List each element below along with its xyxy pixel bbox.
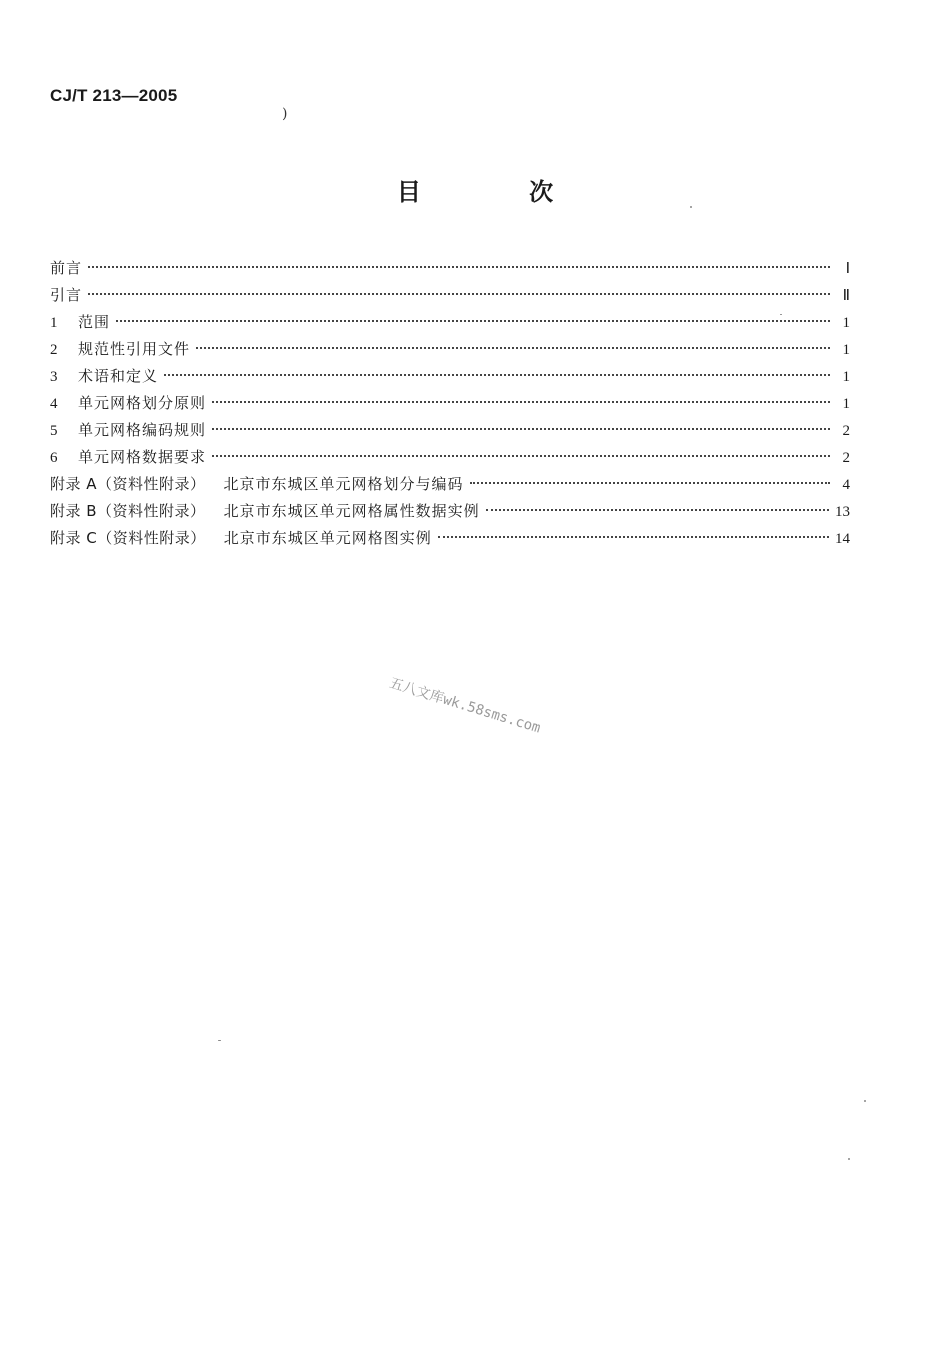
toc-entry-label: 范围: [78, 313, 111, 331]
appendix-title: 北京市东城区单元网格划分与编码: [223, 475, 464, 493]
dot-leader: [88, 293, 830, 295]
toc-entry-1[interactable]: [50, 311, 850, 338]
toc-entry-4[interactable]: [50, 392, 850, 419]
dot-leader: [438, 536, 829, 538]
toc-entry-number: 3: [50, 369, 58, 385]
page-title: 目 次: [396, 178, 604, 206]
dot-leader: [164, 374, 830, 376]
toc-entry-page: 1: [842, 369, 850, 385]
dot-leader: [212, 401, 830, 403]
toc-appendix-c[interactable]: [50, 527, 850, 554]
appendix-prefix: 附录 A（资料性附录）: [50, 475, 206, 493]
toc-entry-page: 14: [835, 531, 850, 547]
toc-entry-label: 术语和定义: [78, 367, 159, 385]
toc-entry-page: 2: [842, 423, 850, 439]
toc-entry-label: 前言: [50, 259, 83, 277]
toc-entry-page: 1: [842, 315, 850, 331]
toc-entry-number: 6: [50, 450, 58, 466]
toc-entry-page: 1: [842, 342, 850, 358]
toc-entry-number: 2: [50, 342, 58, 358]
scan-speck: [780, 314, 782, 315]
dot-leader: [212, 428, 830, 430]
toc-entry-foreword[interactable]: [50, 257, 850, 284]
toc-entry-2[interactable]: [50, 338, 850, 365]
scan-speck: [690, 206, 692, 208]
toc-entry-page: 1: [842, 396, 850, 412]
toc-appendix-a[interactable]: [50, 473, 850, 500]
appendix-prefix: 附录 C（资料性附录）: [50, 529, 206, 547]
dot-leader: [88, 266, 830, 268]
watermark: 五八文库wk.58sms.com: [387, 675, 543, 737]
appendix-prefix: 附录 B（资料性附录）: [50, 502, 206, 520]
toc-entry-6[interactable]: [50, 446, 850, 473]
toc-entry-5[interactable]: [50, 419, 850, 446]
dot-leader: [116, 320, 830, 322]
toc-entry-label: 单元网格数据要求: [78, 448, 207, 466]
appendix-title: 北京市东城区单元网格属性数据实例: [223, 502, 480, 520]
toc-entry-label: 单元网格编码规则: [78, 421, 207, 439]
toc-appendix-b[interactable]: [50, 500, 850, 527]
standard-code: CJ/T 213—2005: [50, 86, 178, 105]
toc-entry-page: 2: [842, 450, 850, 466]
toc-entry-label: 引言: [50, 286, 83, 304]
dot-leader: [196, 347, 830, 349]
toc-entry-3[interactable]: [50, 365, 850, 392]
toc-entry-page: Ⅱ: [842, 288, 850, 304]
toc-entry-introduction[interactable]: [50, 284, 850, 311]
stray-mark: ): [282, 106, 288, 122]
dot-leader: [486, 509, 829, 511]
toc-entry-page: 13: [835, 504, 850, 520]
dot-leader: [212, 455, 830, 457]
table-of-contents: [50, 257, 850, 554]
scan-speck: [864, 1100, 866, 1102]
toc-entry-label: 规范性引用文件: [78, 340, 191, 358]
appendix-title: 北京市东城区单元网格图实例: [223, 529, 432, 547]
toc-entry-number: 4: [50, 396, 58, 412]
toc-entry-number: 1: [50, 315, 58, 331]
scan-speck: [848, 1158, 850, 1160]
dot-leader: [470, 482, 830, 484]
toc-entry-page: Ⅰ: [845, 261, 850, 277]
toc-entry-number: 5: [50, 423, 58, 439]
toc-entry-label: 单元网格划分原则: [78, 394, 207, 412]
toc-entry-page: 4: [842, 477, 850, 493]
scan-speck: [218, 1040, 221, 1041]
